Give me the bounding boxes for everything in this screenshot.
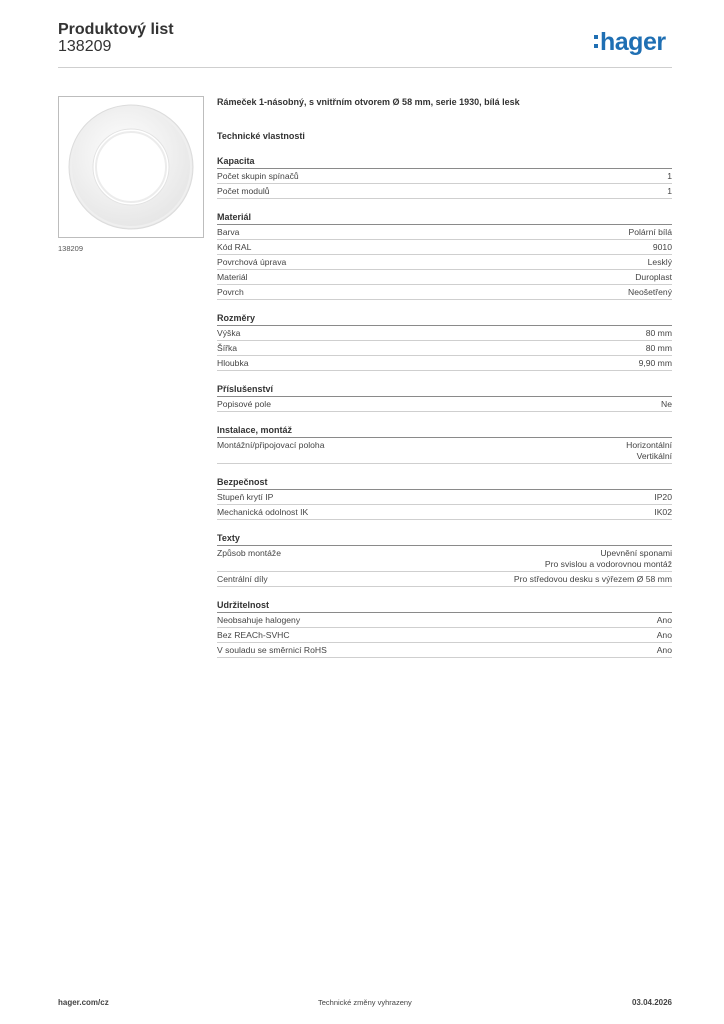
spec-row — [217, 356, 672, 371]
spec-row — [217, 184, 672, 199]
spec-value — [626, 440, 672, 462]
spec-label: Stupeň krytí IP — [217, 492, 274, 502]
product-title: Rámeček 1-násobný, s vnitřním otvorem Ø 58 mm, serie 1930, bílá lesk — [217, 97, 520, 107]
spec-value — [654, 507, 672, 518]
spec-label: Materiál — [217, 272, 248, 282]
spec-label: Způsob montáže — [217, 548, 282, 558]
spec-row — [217, 169, 672, 184]
product-spec-content — [217, 95, 672, 658]
spec-value-line: Upevnění sponami — [600, 548, 672, 558]
spec-label: Centrální díly — [217, 574, 268, 584]
spec-value-line: 80 mm — [645, 343, 672, 353]
spec-label: Šířka — [217, 343, 238, 353]
spec-value-line: IK02 — [654, 507, 672, 517]
section-title: Kapacita — [217, 155, 672, 169]
spec-value-line: IP20 — [654, 492, 672, 502]
spec-row — [217, 326, 672, 341]
spec-value — [646, 343, 672, 354]
spec-row — [217, 225, 672, 240]
spec-section — [217, 599, 672, 658]
logo-text: hager — [600, 28, 666, 56]
spec-value-line: 80 mm — [645, 328, 672, 338]
spec-value — [657, 630, 672, 641]
spec-section — [217, 383, 672, 412]
spec-sections — [217, 155, 672, 658]
spec-value — [646, 328, 672, 339]
spec-section — [217, 424, 672, 464]
spec-value — [667, 171, 672, 182]
spec-value — [514, 574, 672, 585]
spec-value — [667, 186, 672, 197]
spec-value-line: Ano — [656, 615, 672, 625]
spec-row — [217, 240, 672, 255]
spec-section — [217, 211, 672, 300]
spec-section — [217, 155, 672, 199]
section-title: Příslušenství — [217, 383, 672, 397]
spec-section — [217, 312, 672, 371]
spec-label: Výška — [217, 328, 241, 338]
spec-label: Barva — [217, 227, 240, 237]
spec-label: Počet modulů — [217, 186, 270, 196]
section-title: Udržitelnost — [217, 599, 672, 613]
spec-section — [217, 476, 672, 520]
spec-row — [217, 397, 672, 412]
spec-value — [635, 272, 672, 283]
spec-label: V souladu se směrnicí RoHS — [217, 645, 327, 655]
spec-value-line: Polární bílá — [628, 227, 672, 237]
header-divider — [58, 67, 672, 68]
spec-value — [653, 242, 672, 253]
spec-row — [217, 341, 672, 356]
spec-label: Popisové pole — [217, 399, 271, 409]
spec-value-line: Pro středovou desku s výřezem Ø 58 mm — [513, 574, 672, 584]
spec-section — [217, 532, 672, 587]
spec-value-line: Vertikální — [636, 451, 672, 461]
spec-label: Neobsahuje halogeny — [217, 615, 301, 625]
section-title: Bezpečnost — [217, 476, 672, 490]
spec-row — [217, 285, 672, 300]
round-frame-icon — [59, 97, 203, 237]
spec-row — [217, 505, 672, 520]
spec-value-line: 9,90 mm — [638, 358, 672, 368]
page-title: Produktový list — [58, 21, 174, 38]
spec-row — [217, 628, 672, 643]
spec-value — [648, 257, 672, 268]
spec-value-line: Ne — [661, 399, 672, 409]
tech-properties-heading: Technické vlastnosti — [217, 131, 305, 141]
spec-value-line: Duroplast — [635, 272, 672, 282]
spec-row — [217, 490, 672, 505]
spec-value-line: Pro svislou a vodorovnou montáž — [544, 559, 672, 569]
section-title: Materiál — [217, 211, 672, 225]
section-title: Instalace, montáž — [217, 424, 672, 438]
spec-label: Povrch — [217, 287, 244, 297]
spec-label: Povrchová úprava — [217, 257, 287, 267]
footer-note: Technické změny vyhrazeny — [318, 998, 412, 1007]
footer-date: 03.04.2026 — [631, 998, 672, 1007]
product-number: 138209 — [58, 38, 112, 55]
product-image — [58, 96, 204, 238]
spec-value-line: Neošetřený — [628, 287, 672, 297]
spec-value-line: Ano — [656, 630, 672, 640]
spec-value — [639, 358, 672, 369]
spec-label: Mechanická odolnost IK — [217, 507, 309, 517]
spec-value — [654, 492, 672, 503]
spec-value — [661, 399, 672, 410]
spec-value-line: Horizontální — [626, 440, 672, 450]
spec-value — [628, 287, 672, 298]
spec-value-line: Lesklý — [647, 257, 672, 267]
section-title: Texty — [217, 532, 672, 546]
spec-row — [217, 255, 672, 270]
spec-row — [217, 572, 672, 587]
spec-row — [217, 613, 672, 628]
spec-value-line: 1 — [667, 186, 672, 196]
spec-value — [545, 548, 672, 570]
spec-label: Počet skupin spínačů — [217, 171, 299, 181]
spec-row — [217, 270, 672, 285]
spec-value — [657, 615, 672, 626]
spec-label: Bez REACh-SVHC — [217, 630, 290, 640]
spec-value-line: 1 — [667, 171, 672, 181]
spec-row — [217, 438, 672, 464]
spec-value — [629, 227, 672, 238]
spec-label: Montážní/připojovací poloha — [217, 440, 325, 450]
image-caption: 138209 — [58, 244, 84, 253]
section-title: Rozměry — [217, 312, 672, 326]
spec-label: Kód RAL — [217, 242, 252, 252]
logo-dots-icon — [594, 32, 598, 51]
spec-value-line: 9010 — [652, 242, 672, 252]
spec-value-line: Ano — [656, 645, 672, 655]
footer-website[interactable]: hager.com/cz — [58, 998, 109, 1007]
spec-row — [217, 643, 672, 658]
hager-logo — [594, 27, 666, 57]
spec-row — [217, 546, 672, 572]
spec-label: Hloubka — [217, 358, 249, 368]
spec-value — [657, 645, 672, 656]
